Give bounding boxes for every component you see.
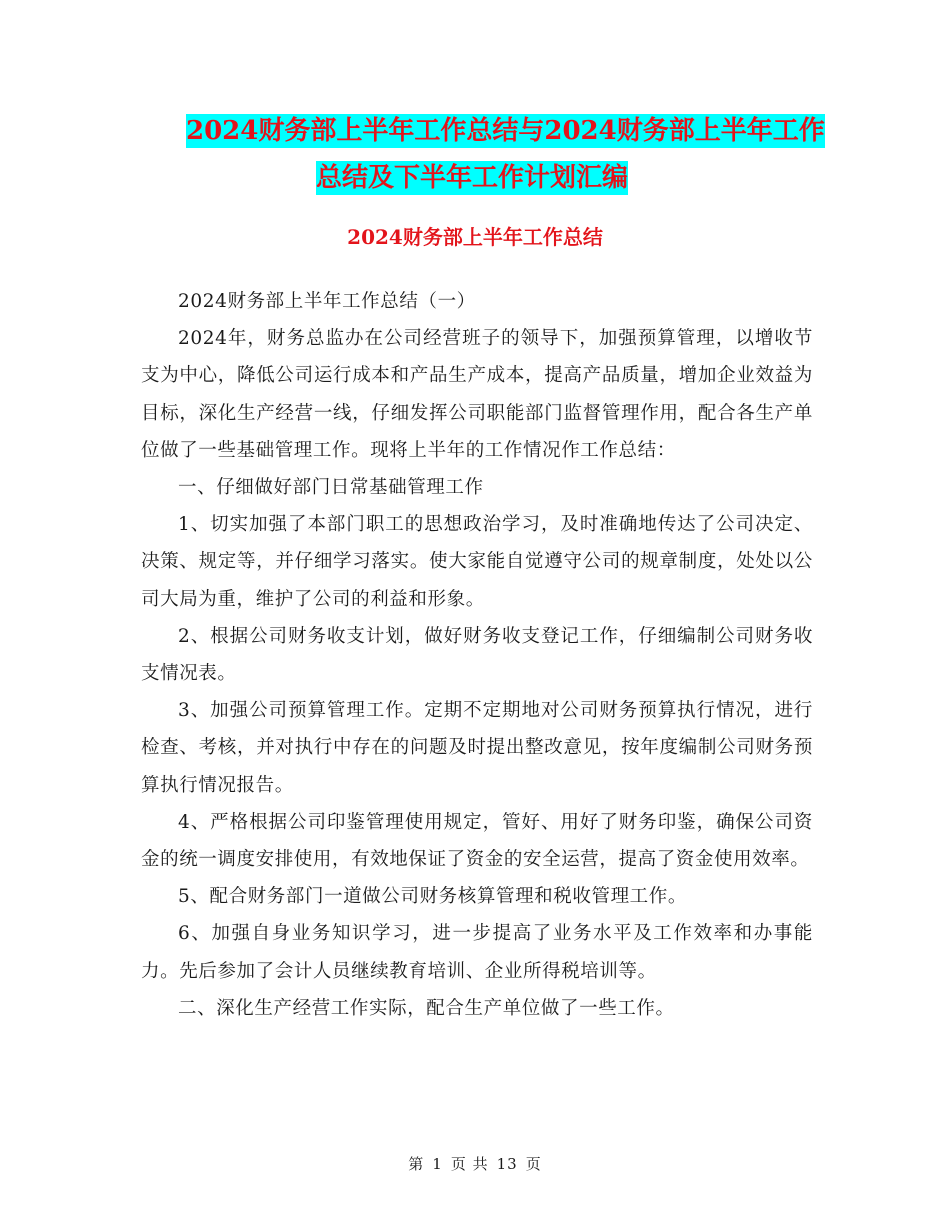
paragraph-item-4: 4、严格根据公司印鉴管理使用规定，管好、用好了财务印鉴，确保公司资金的统一调度安排使用，有效地保证了资金的安全运营，提高了资金使用效率。 bbox=[141, 811, 813, 871]
title-line-1-text: 2024财务部上半年工作总结与2024财务部上半年工作 bbox=[186, 116, 825, 146]
footer-middle: 页 共 bbox=[450, 1155, 489, 1173]
paragraph-item-1: 1、切实加强了本部门职工的思想政治学习，及时准确地传达了公司决定、决策、规定等，并仔细学习落实。使大家能自觉遵守公司的规章制度，处处以公司大局为重，维护了公司的利益和形象。 bbox=[141, 514, 813, 610]
paragraph-subtitle: 2024财务部上半年工作总结（一） bbox=[178, 291, 476, 312]
title-line-2 bbox=[140, 155, 840, 202]
paragraph-intro: 2024年，财务总监办在公司经营班子的领导下，加强预算管理，以增收节支为中心，降低公司运行成本和产品生产成本，提高产品质量，增加企业效益为目标，深化生产经营一线，仔细发挥公司职能部门监督管理作用，配合各生产单位做了一些基础管理工作。现将上半年的工作情况作工作总结： bbox=[141, 328, 813, 461]
document-body bbox=[141, 283, 813, 1027]
title-line-1 bbox=[140, 108, 840, 155]
section-title: 2024财务部上半年工作总结 bbox=[347, 225, 603, 249]
title-line-2-text: 总结及下半年工作计划汇编 bbox=[316, 163, 629, 193]
page-footer bbox=[0, 1153, 950, 1174]
paragraph-item-6: 6、加强自身业务知识学习，进一步提高了业务水平及工作效率和办事能力。先后参加了会计人员继续教育培训、企业所得税培训等。 bbox=[141, 923, 813, 982]
paragraph-heading-2: 二、深化生产经营工作实际，配合生产单位做了一些工作。 bbox=[178, 997, 675, 1019]
paragraph-item-2: 2、根据公司财务收支计划，做好财务收支登记工作，仔细编制公司财务收支情况表。 bbox=[141, 625, 813, 685]
paragraph-item-5: 5、配合财务部门一道做公司财务核算管理和税收管理工作。 bbox=[178, 886, 687, 908]
footer-total-pages: 13 bbox=[496, 1155, 518, 1173]
paragraph-item-3: 3、加强公司预算管理工作。定期不定期地对公司财务预算执行情况，进行检查、考核，并对执行中存在的问题及时提出整改意见，按年度编制公司财务预算执行情况报告。 bbox=[141, 700, 813, 796]
footer-current-page: 1 bbox=[432, 1155, 443, 1173]
footer-suffix: 页 bbox=[525, 1155, 542, 1173]
document-title bbox=[140, 108, 840, 202]
footer-prefix: 第 bbox=[408, 1155, 425, 1173]
paragraph-heading-1: 一、仔细做好部门日常基础管理工作 bbox=[178, 477, 484, 499]
